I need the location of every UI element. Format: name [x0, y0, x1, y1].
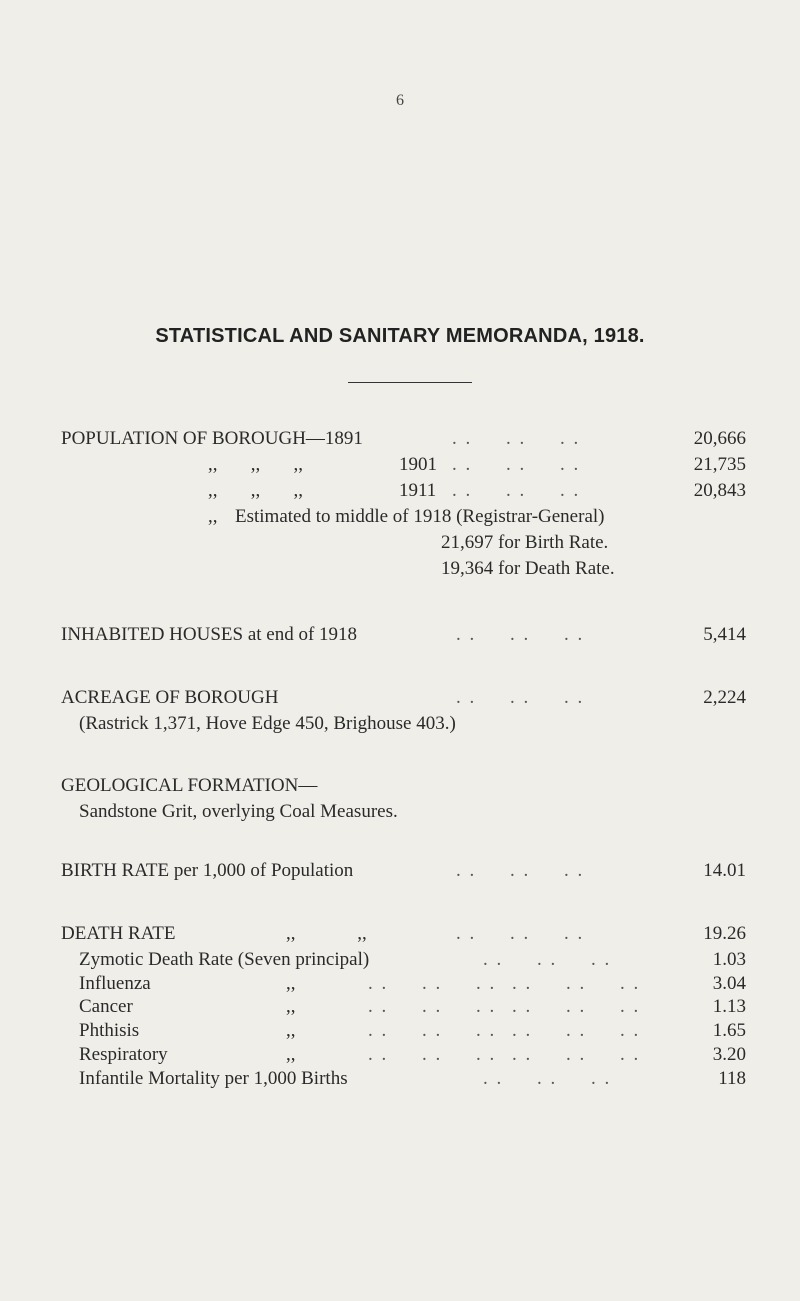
ditto-marks: ,, [286, 1020, 296, 1041]
leader-dots: . . . . . . [368, 1044, 497, 1065]
leader-dots: . . . . . . [452, 428, 581, 449]
inhabited-houses-label: INHABITED HOUSES at end of 1918 [61, 624, 358, 645]
inhabited-houses-value: 5,414 [703, 624, 746, 645]
leader-dots: . . . . . . [512, 973, 641, 994]
population-1901-value: 21,735 [693, 454, 746, 475]
acreage-label: ACREAGE OF BOROUGH [61, 687, 279, 708]
death-rate-label: DEATH RATE [61, 923, 176, 944]
death-rate-row-label: Zymotic Death Rate (Seven principal) [79, 949, 370, 970]
page-number: 6 [396, 92, 404, 109]
death-rate-row-label: Respiratory [79, 1044, 168, 1065]
leader-dots: . . . . . . [456, 624, 585, 645]
leader-dots: . . . . . . [452, 480, 581, 501]
leader-dots: . . . . . . [512, 996, 641, 1017]
leader-dots: . . . . . . [512, 1044, 641, 1065]
acreage-detail: (Rastrick 1,371, Hove Edge 450, Brighouse 403.) [79, 713, 456, 734]
death-rate-row-label: Phthisis [79, 1020, 140, 1041]
ditto-marks: ,, ,, ,, [208, 454, 303, 475]
ditto-marks: ,, [286, 973, 296, 994]
death-rate-row-value: 1.03 [712, 949, 746, 970]
population-1911-year: 1911 [399, 480, 437, 501]
leader-dots: . . . . . . [483, 1068, 612, 1089]
death-rate-row-label: Influenza [79, 973, 151, 994]
leader-dots: . . . . . . [456, 687, 585, 708]
ditto-marks: ,, [286, 1044, 296, 1065]
death-rate-row-value: 3.20 [712, 1044, 746, 1065]
death-rate-row-label: Infantile Mortality per 1,000 Births [79, 1068, 348, 1089]
acreage-value: 2,224 [703, 687, 746, 708]
leader-dots: . . . . . . [483, 949, 612, 970]
geological-detail: Sandstone Grit, overlying Coal Measures. [79, 801, 398, 822]
leader-dots: . . . . . . [452, 454, 581, 475]
death-rate-row-label: Cancer [79, 996, 133, 1017]
ditto-marks: ,, ,, ,, [208, 480, 303, 501]
population-death-rate-line: 19,364 for Death Rate. [441, 558, 615, 579]
leader-dots: . . . . . . [512, 1020, 641, 1041]
death-rate-value: 19.26 [703, 923, 746, 944]
title-divider [348, 382, 472, 383]
ditto-marks: ,, [286, 996, 296, 1017]
death-rate-row-value: 1.65 [712, 1020, 746, 1041]
leader-dots: . . . . . . [368, 973, 497, 994]
population-1891-value: 20,666 [693, 428, 746, 449]
leader-dots: . . . . . . [368, 996, 497, 1017]
population-1911-value: 20,843 [693, 480, 746, 501]
birth-rate-value: 14.01 [703, 860, 746, 881]
death-rate-row-value: 1.13 [712, 996, 746, 1017]
population-estimated-label: Estimated to middle of 1918 (Registrar-General) [235, 506, 605, 527]
birth-rate-label: BIRTH RATE per 1,000 of Population [61, 860, 354, 881]
population-birth-rate-line: 21,697 for Birth Rate. [441, 532, 609, 553]
leader-dots: . . . . . . [456, 860, 585, 881]
ditto-marks: ,, [208, 506, 218, 527]
leader-dots: . . . . . . [368, 1020, 497, 1041]
page-title: STATISTICAL AND SANITARY MEMORANDA, 1918. [155, 325, 645, 347]
ditto-marks: ,, ,, [286, 923, 367, 944]
death-rate-row-value: 118 [718, 1068, 746, 1089]
geological-label: GEOLOGICAL FORMATION— [61, 775, 318, 796]
population-1891-label: POPULATION OF BOROUGH—1891 [61, 428, 363, 449]
death-rate-row-value: 3.04 [712, 973, 746, 994]
leader-dots: . . . . . . [456, 923, 585, 944]
population-1901-year: 1901 [399, 454, 437, 475]
